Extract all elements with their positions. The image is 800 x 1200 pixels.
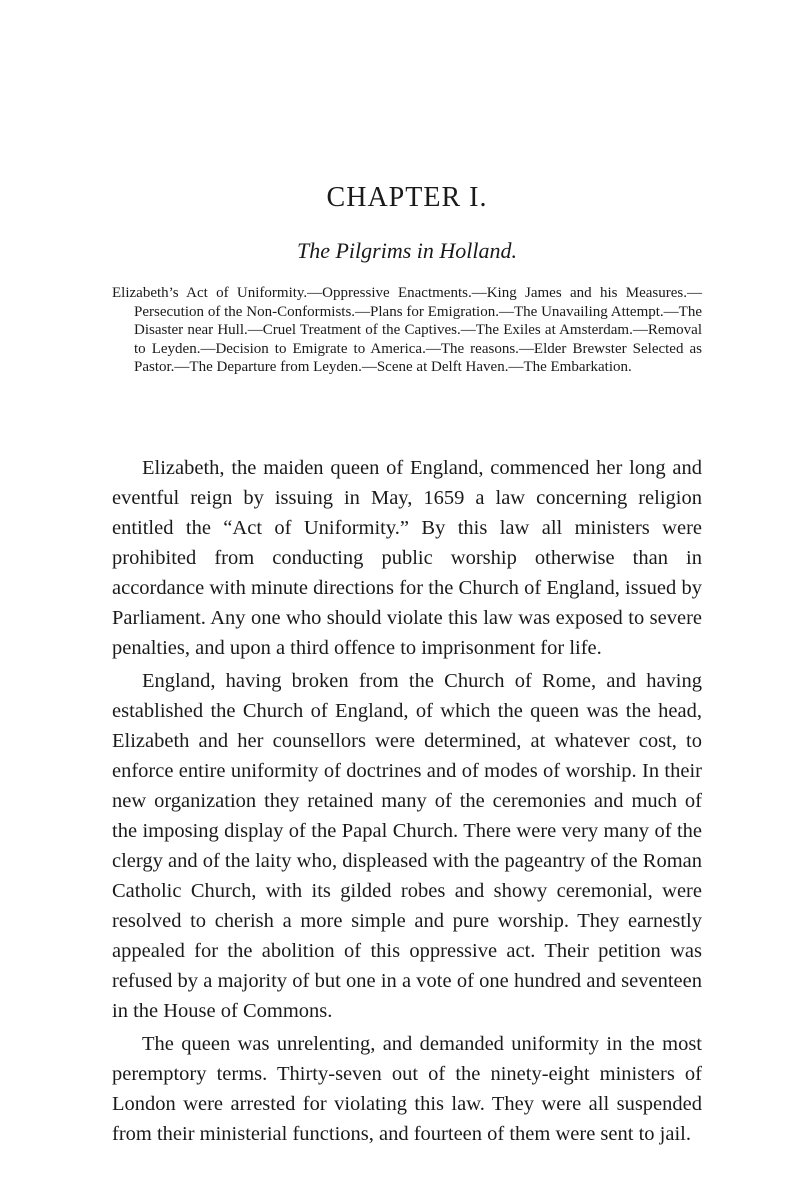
- chapter-subtitle: The Pilgrims in Holland.: [296, 238, 517, 263]
- chapter-synopsis: Elizabeth’s Act of Uniformity.—Oppressive Enactments.—King James and his Measures.—Persecution of the Non-Conformists.—Plans for Emigration.—The Unavailing Attempt.—The Disaster near Hull.—Cruel Treatment of the Captives.—The Exiles at Amsterdam.—Removal to Leyden.—Decision to Emigrate to America.—The reasons.—Elder Brewster Selected as Pastor.—The Departure from Leyden.—Scene at Delft Haven.—The Embarkation.: [112, 285, 702, 375]
- chapter-title: CHAPTER I.: [326, 182, 488, 213]
- body-paragraph-2: England, having broken from the Church of Rome, and having established the Church of England, of which the queen was the head, Elizabeth and her counsellors were determined, at whatever cost, to enforce entire uniformity of doctrines and of modes of worship. In their new organization they retained many of the ceremonies and much of the imposing display of the Papal Church. There were very many of the clergy and of the laity who, displeased with the pageantry of the Roman Catholic Church, with its gilded robes and showy ceremonial, were resolved to cherish a more simple and pure worship. They earnestly appealed for the abolition of this oppressive act. Their petition was refused by a majority of but one in a vote of one hundred and seventeen in the House of Commons.: [112, 670, 702, 1022]
- body-paragraph-3: The queen was unrelenting, and demanded uniformity in the most peremptory terms. Thirty-seven out of the ninety-eight ministers of London were arrested for violating this law. They were all suspended from their ministerial functions, and fourteen of them were sent to jail.: [112, 1033, 702, 1145]
- body-paragraph-1: Elizabeth, the maiden queen of England, commenced her long and eventful reign by issuing in May, 1659 a law concerning religion entitled the “Act of Uniformity.” By this law all ministers were prohibited from conducting public worship otherwise than in accordance with minute directions for the Church of England, issued by Parliament. Any one who should violate this law was exposed to severe penalties, and upon a third offence to imprisonment for life.: [112, 457, 702, 659]
- chapter-body: [112, 453, 702, 1152]
